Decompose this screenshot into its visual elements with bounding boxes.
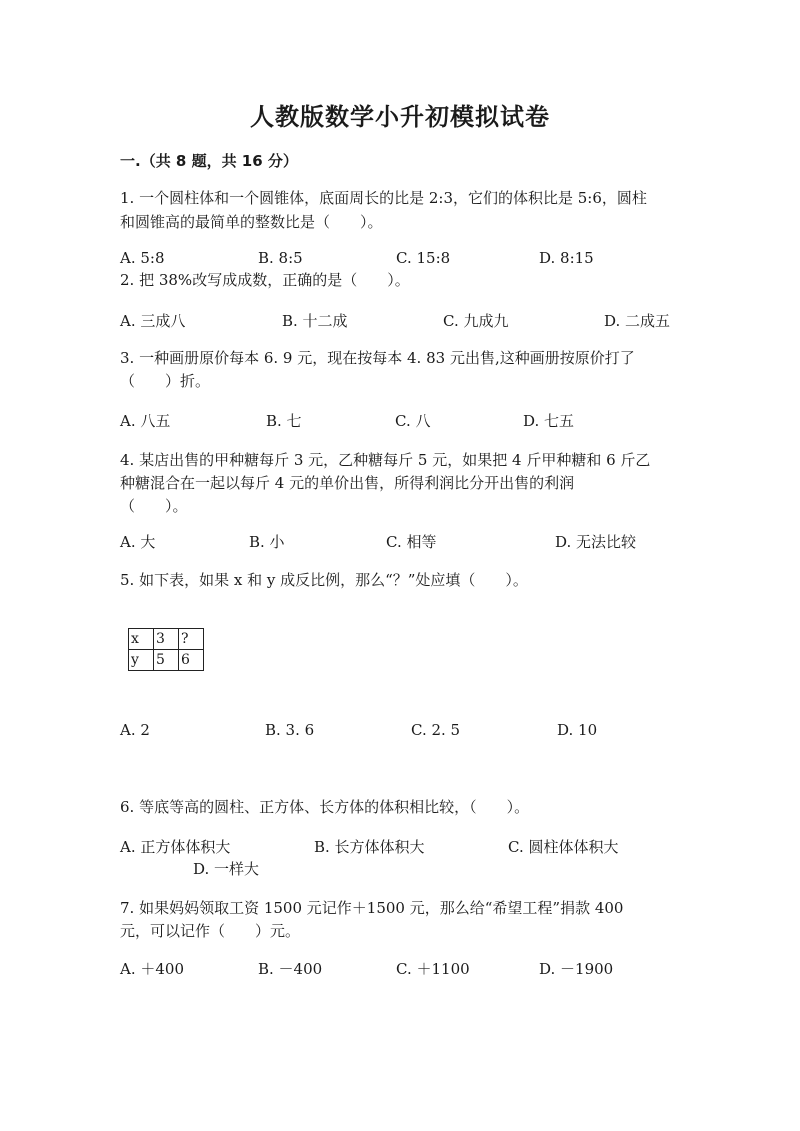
q1-option-c: C. 15:8	[396, 249, 451, 267]
q5-option-d: D. 10	[557, 721, 598, 739]
page-title: 人教版数学小升初模拟试卷	[250, 103, 550, 131]
q1-text-line-2: 和圆锥高的最简单的整数比是（ ）。	[120, 213, 383, 231]
q3-option-c: C. 八	[395, 412, 431, 430]
q7-text-line-2: 元，可以记作（ ）元。	[120, 922, 301, 940]
q5-text-line-1: 5. 如下表，如果 x 和 y 成反比例，那么“？”处应填（ ）。	[120, 571, 528, 589]
q4-option-a: A. 大	[120, 533, 156, 551]
q5-option-c: C. 2. 5	[411, 721, 461, 739]
table-cell: 3	[154, 629, 179, 650]
q4-text-line-1: 4. 某店出售的甲种糖每斤 3 元，乙种糖每斤 5 元，如果把 4 斤甲种糖和 6 斤乙	[120, 451, 651, 469]
q4-option-d: D. 无法比较	[555, 533, 637, 551]
q6-option-c: C. 圆柱体体积大	[508, 838, 619, 856]
q7-option-d: D. －1900	[539, 960, 614, 978]
q7-option-b: B. －400	[258, 960, 323, 978]
q2-option-c: C. 九成九	[443, 312, 509, 330]
q1-option-b: B. 8:5	[258, 249, 303, 267]
table-cell: 5	[154, 650, 179, 671]
table-cell: ?	[179, 629, 204, 650]
q2-text-line-1: 2. 把 38%改写成成数，正确的是（ ）。	[120, 271, 410, 289]
q7-option-c: C. ＋1100	[396, 960, 470, 978]
table-row	[129, 629, 204, 650]
q3-text-line-1: 3. 一种画册原价每本 6. 9 元，现在按每本 4. 83 元出售,这种画册按原价打了	[120, 349, 635, 367]
q3-option-d: D. 七五	[523, 412, 575, 430]
q2-option-b: B. 十二成	[282, 312, 348, 330]
xy-table	[128, 628, 204, 671]
table-cell: y	[129, 650, 154, 671]
q3-option-b: B. 七	[266, 412, 302, 430]
q5-option-b: B. 3. 6	[265, 721, 315, 739]
q1-option-a: A. 5:8	[120, 249, 165, 267]
q4-text-line-3: （ ）。	[120, 497, 188, 515]
q7-option-a: A. ＋400	[120, 960, 184, 978]
section-heading: 一.（共 8 题，共 16 分）	[120, 152, 298, 170]
q4-option-b: B. 小	[249, 533, 285, 551]
table-row	[129, 650, 204, 671]
q6-option-a: A. 正方体体积大	[120, 838, 231, 856]
q3-option-a: A. 八五	[120, 412, 171, 430]
q6-option-b: B. 长方体体积大	[314, 838, 425, 856]
q1-option-d: D. 8:15	[539, 249, 594, 267]
q4-option-c: C. 相等	[386, 533, 437, 551]
q6-option-d: D. 一样大	[193, 860, 260, 878]
q4-text-line-2: 种糖混合在一起以每斤 4 元的单价出售，所得利润比分开出售的利润	[120, 474, 575, 492]
q5-option-a: A. 2	[120, 721, 150, 739]
q3-text-line-2: （ ）折。	[120, 372, 211, 390]
q2-option-a: A. 三成八	[120, 312, 186, 330]
q6-text-line-1: 6. 等底等高的圆柱、正方体、长方体的体积相比较，（ ）。	[120, 798, 530, 816]
q1-text-line-1: 1. 一个圆柱体和一个圆锥体，底面周长的比是 2:3，它们的体积比是 5:6，圆柱	[120, 189, 647, 207]
q7-text-line-1: 7. 如果妈妈领取工资 1500 元记作＋1500 元，那么给“希望工程”捐款 400	[120, 899, 624, 917]
table-cell: 6	[179, 650, 204, 671]
q2-option-d: D. 二成五	[604, 312, 671, 330]
table-cell: x	[129, 629, 154, 650]
